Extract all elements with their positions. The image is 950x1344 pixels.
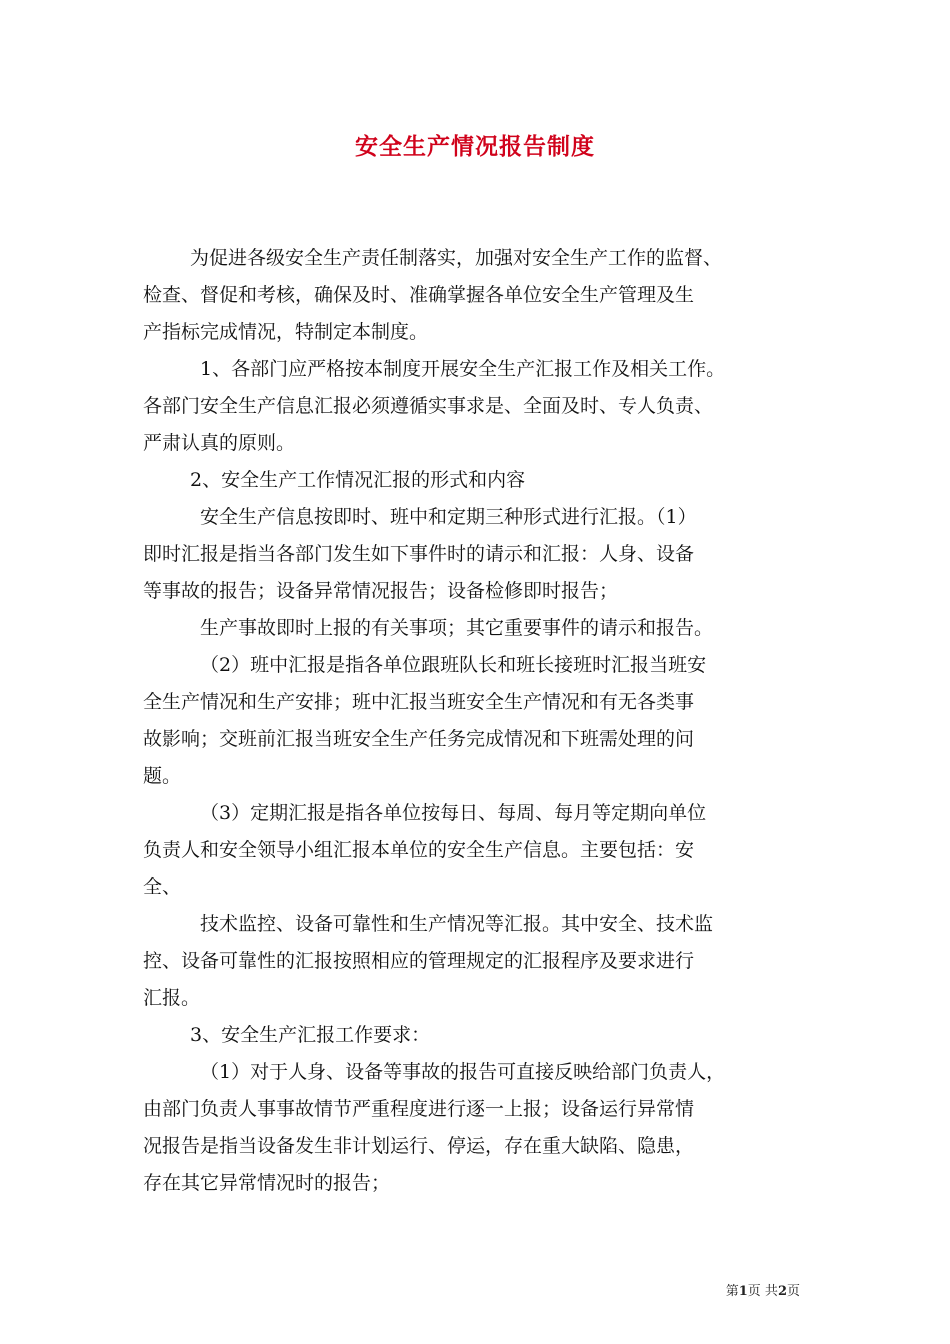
- footer-suffix: 页: [786, 1284, 800, 1299]
- page-number-footer: [726, 1280, 800, 1299]
- footer-prefix: 第: [725, 1284, 739, 1299]
- paragraph-line: 技术监控、设备可靠性和生产情况等汇报。其中安全、技术监: [200, 913, 714, 935]
- paragraph-line: 安全生产信息按即时、班中和定期三种形式进行汇报。（1）: [200, 506, 697, 528]
- paragraph-line: 控、设备可靠性的汇报按照相应的管理规定的汇报程序及要求进行: [143, 950, 695, 972]
- paragraph-line: 由部门负责人事事故情节严重程度进行逐一上报；设备运行异常情: [143, 1098, 695, 1120]
- document-title: 安全生产情况报告制度: [355, 133, 595, 160]
- paragraph-line: 为促进各级安全生产责任制落实，加强对安全生产工作的监督、: [190, 247, 723, 269]
- paragraph-line: （1）对于人身、设备等事故的报告可直接反映给部门负责人，: [200, 1061, 726, 1083]
- paragraph-line: 汇报。: [143, 987, 201, 1009]
- footer-middle: 页 共: [747, 1284, 778, 1299]
- paragraph-line: 严肃认真的原则。: [143, 432, 296, 454]
- paragraph-line: 生产事故即时上报的有关事项；其它重要事件的请示和报告。: [200, 617, 714, 639]
- paragraph-line: 全、: [143, 876, 182, 898]
- paragraph-line: （2）班中汇报是指各单位跟班队长和班长接班时汇报当班安: [200, 654, 707, 676]
- paragraph-line: 负责人和安全领导小组汇报本单位的安全生产信息。主要包括：安: [143, 839, 695, 861]
- paragraph-line: 况报告是指当设备发生非计划运行、停运，存在重大缺陷、隐患，: [143, 1135, 695, 1157]
- paragraph-line: 3、安全生产汇报工作要求：: [190, 1024, 431, 1046]
- paragraph-line: 题。: [143, 765, 182, 787]
- footer-current-page: 1: [738, 1284, 748, 1299]
- footer-total-pages: 2: [777, 1284, 787, 1299]
- paragraph-line: 等事故的报告；设备异常情况报告；设备检修即时报告；: [143, 580, 619, 602]
- paragraph-line: 故影响；交班前汇报当班安全生产任务完成情况和下班需处理的问: [143, 728, 695, 750]
- paragraph-line: 存在其它异常情况时的报告；: [143, 1172, 391, 1194]
- paragraph-line: 产指标完成情况，特制定本制度。: [143, 321, 429, 343]
- paragraph-line: 1、各部门应严格按本制度开展安全生产汇报工作及相关工作。: [200, 358, 726, 380]
- paragraph-line: 检查、督促和考核，确保及时、准确掌握各单位安全生产管理及生: [143, 284, 695, 306]
- paragraph-line: （3）定期汇报是指各单位按每日、每周、每月等定期向单位: [200, 802, 707, 824]
- paragraph-line: 2、安全生产工作情况汇报的形式和内容: [190, 469, 526, 491]
- paragraph-line: 即时汇报是指当各部门发生如下事件时的请示和汇报：人身、设备: [143, 543, 695, 565]
- paragraph-line: 全生产情况和生产安排；班中汇报当班安全生产情况和有无各类事: [143, 691, 695, 713]
- paragraph-line: 各部门安全生产信息汇报必须遵循实事求是、全面及时、专人负责、: [143, 395, 714, 417]
